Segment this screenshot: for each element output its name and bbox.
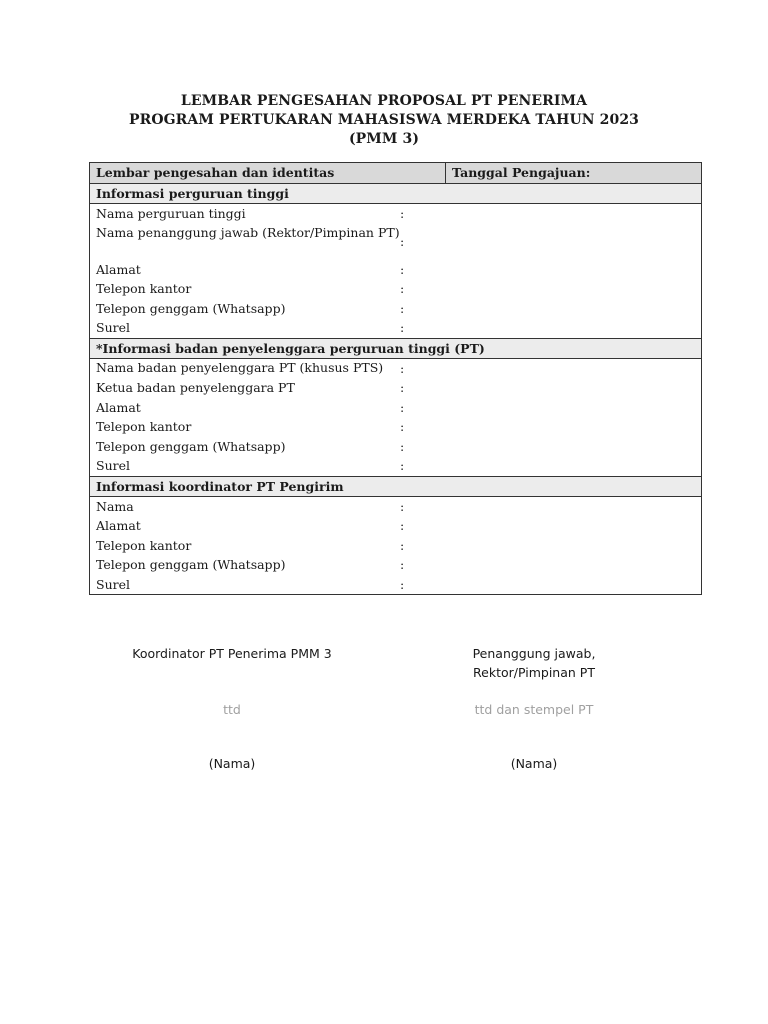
field-label: Telepon genggam (Whatsapp) xyxy=(96,438,286,454)
table-row xyxy=(90,536,701,556)
section-coordinator-info-title: Informasi koordinator PT Pengirim xyxy=(90,476,701,497)
signature-placeholder-coordinator: ttd xyxy=(223,702,241,717)
signature-role: Koordinator PT Penerima PMM 3 xyxy=(132,646,332,661)
field-colon: : xyxy=(400,458,405,473)
field-colon: : xyxy=(400,281,405,296)
field-label: Nama badan penyelenggara PT (khusus PTS) xyxy=(96,359,384,375)
table-row xyxy=(90,318,701,338)
field-label: Surel xyxy=(96,458,130,473)
field-label: Alamat xyxy=(96,261,141,277)
section-organizer-info-title: *Informasi badan penyelenggara perguruan tinggi (PT) xyxy=(90,338,701,359)
table-row xyxy=(90,437,701,457)
header-submission-date-label: Tanggal Pengajuan: xyxy=(452,165,591,180)
field-colon: : xyxy=(400,206,405,221)
field-label: Telepon kantor xyxy=(96,537,192,553)
field-colon: : xyxy=(400,498,405,514)
table-row xyxy=(90,224,701,260)
field-colon: : xyxy=(400,399,405,415)
section-university-info-title: Informasi perguruan tinggi xyxy=(90,184,701,204)
field-colon: : xyxy=(400,233,405,249)
title-line-1: LEMBAR PENGESAHAN PROPOSAL PT PENERIMA xyxy=(180,93,588,109)
field-label: Alamat xyxy=(96,518,141,533)
field-label: Telepon genggam (Whatsapp) xyxy=(96,557,286,572)
table-row xyxy=(90,398,701,418)
field-label: Ketua badan penyelenggara PT xyxy=(96,380,295,395)
field-colon: : xyxy=(400,300,405,316)
signature-name-rector: (Nama) xyxy=(510,756,558,771)
table-row xyxy=(90,497,701,517)
field-label: Surel xyxy=(96,320,130,335)
identity-form-table xyxy=(89,162,702,595)
signature-block-coordinator xyxy=(112,644,352,663)
table-row xyxy=(90,359,701,379)
field-colon: : xyxy=(400,557,405,572)
table-row xyxy=(90,279,701,299)
header-identity-label: Lembar pengesahan dan identitas xyxy=(90,163,446,183)
field-label: Nama penanggung jawab (Rektor/Pimpinan PT) xyxy=(96,224,400,240)
field-label: Telepon kantor xyxy=(96,281,192,296)
signature-block-rector xyxy=(414,644,654,682)
title-line-3: (PMM 3) xyxy=(348,131,420,147)
field-colon: : xyxy=(400,360,405,376)
field-label: Nama perguruan tinggi xyxy=(96,206,246,221)
field-colon: : xyxy=(400,537,405,553)
table-row xyxy=(90,204,701,224)
field-colon: : xyxy=(400,576,405,592)
field-colon: : xyxy=(400,518,405,533)
table-row xyxy=(90,299,701,319)
signature-name-coordinator: (Nama) xyxy=(208,756,256,771)
signature-role-line-2: Rektor/Pimpinan PT xyxy=(473,665,595,680)
field-label: Surel xyxy=(96,576,130,592)
title-line-2: PROGRAM PERTUKARAN MAHASISWA MERDEKA TAHUN 2023 xyxy=(128,112,640,128)
field-colon: : xyxy=(400,261,405,277)
field-colon: : xyxy=(400,320,405,335)
table-row xyxy=(90,555,701,575)
table-row xyxy=(90,417,701,437)
field-colon: : xyxy=(400,380,405,395)
field-label: Telepon kantor xyxy=(96,419,192,434)
signature-role-line-1: Penanggung jawab, xyxy=(472,646,596,661)
field-colon: : xyxy=(400,419,405,434)
table-row xyxy=(90,260,701,280)
field-label: Telepon genggam (Whatsapp) xyxy=(96,300,286,316)
table-row xyxy=(90,456,701,476)
section-coordinator-info xyxy=(90,497,701,595)
section-university-info xyxy=(90,204,701,338)
section-organizer-info xyxy=(90,359,701,476)
table-header xyxy=(90,163,701,184)
field-colon: : xyxy=(400,438,405,454)
table-row xyxy=(90,516,701,536)
signature-placeholder-rector: ttd dan stempel PT xyxy=(474,702,594,717)
document-title xyxy=(0,92,768,149)
field-label: Alamat xyxy=(96,399,141,415)
table-row xyxy=(90,378,701,398)
table-row xyxy=(90,575,701,595)
field-label: Nama xyxy=(96,498,134,514)
